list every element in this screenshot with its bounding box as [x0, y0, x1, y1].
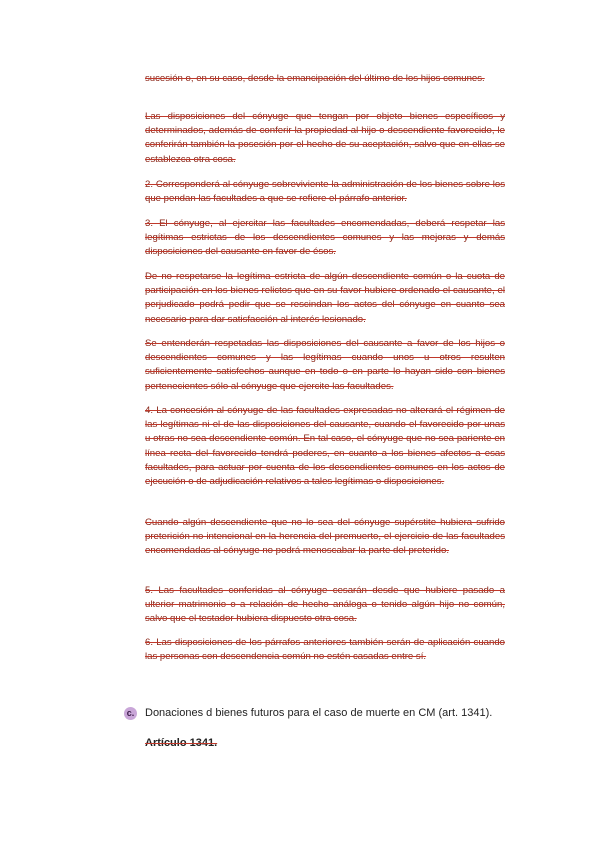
paragraph-4: 3. El cónyuge, al ejercitar las facultades encomendadas, deberá respetar las legítimas estrictas de los descendientes comunes y las mejoras y demás disposiciones del causante en favor de ésos.	[145, 218, 505, 258]
paragraph-2: Las disposiciones del cónyuge que tengan por objeto bienes específicos y determinados, además de conferir la propiedad al hijo o descendiente favorecido, le conferirán también la posesión por el hecho de su aceptación, salvo que en ellas se establezca otra cosa.	[145, 111, 505, 165]
paragraph-8: Cuando algún descendiente que no lo sea del cónyuge supérstite hubiera sufrido preterición no intencional en la herencia del premuerto, el ejercicio de las facultades encomendadas al cónyuge no podrá menoscabar la parte del preterido.	[145, 517, 505, 557]
paragraph-5: De no respetarse la legítima estricta de algún descendiente común o la cuota de participación en los bienes relictos que en su favor hubiere ordenado el causante, el perjudicado podrá pedir que se rescindan los actos del cónyuge en cuanto sea necesario para dar satisfacción al interés lesionado.	[145, 271, 505, 325]
list-item-text: Donaciones d bienes futuros para el caso de muerte en CM (art. 1341).	[145, 707, 493, 719]
list-bullet: c.	[124, 707, 137, 720]
article-heading: Artículo 1341.	[145, 737, 218, 749]
paragraph-3: 2. Corresponderá al cónyuge sobreviviente la administración de los bienes sobre los que pendan las facultades a que se refiere el párrafo anterior.	[145, 179, 505, 205]
paragraph-1: sucesión o, en su caso, desde la emancipación del último de los hijos comunes.	[145, 73, 485, 84]
paragraph-10: 6. Las disposiciones de los párrafos anteriores también serán de aplicación cuando las personas con descendencia común no estén casadas entre sí.	[145, 637, 505, 663]
paragraph-7: 4. La concesión al cónyuge de las facultades expresadas no alterará el régimen de las legítimas ni el de las disposiciones del causante, cuando el favorecido por unas u otras no sea descendiente común. En tal caso, el cónyuge que no sea pariente en línea recta del favorecido tendrá poderes, en cuanto a los bienes afectos a esas facultades, para actuar por cuenta de los descendientes comunes en los actos de ejecución o de adjudicación relativos a tales legítimas o disposiciones.	[145, 405, 505, 488]
list-item-c	[124, 705, 564, 721]
paragraph-6: Se entenderán respetadas las disposiciones del causante a favor de los hijos o descendientes comunes y las legítimas cuando unos u otros resulten suficientemente satisfechos aunque en todo o en parte lo hayan sido con bienes pertenecientes sólo al cónyuge que ejercite las facultades.	[145, 338, 505, 392]
paragraph-9: 5. Las facultades conferidas al cónyuge cesarán desde que hubiere pasado a ulterior matrimonio o a relación de hecho análoga o tenido algún hijo no común, salvo que el testador hubiera dispuesto otra cosa.	[145, 585, 505, 625]
